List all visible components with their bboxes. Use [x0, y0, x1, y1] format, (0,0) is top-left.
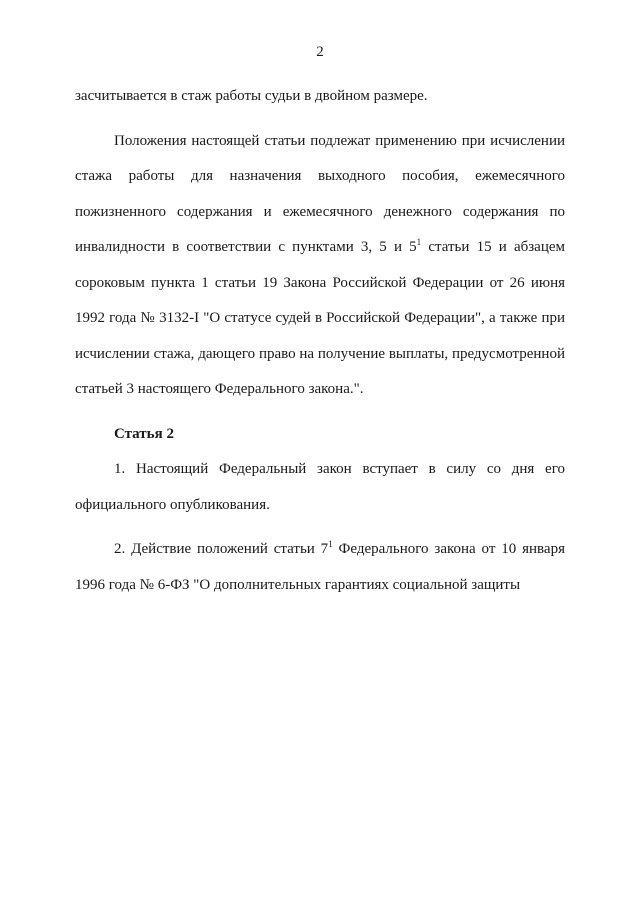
superscript: 1 [328, 539, 333, 549]
paragraph-text: статьи 15 и абзацем сороковым пункта 1 статьи 19 Закона Российской Федерации от 26 июня 1992 года № 3132-I "О статусе судей в Российской Федерации", а также при исчислении стажа, дающего право на получение выплаты, предусмотренной статьей 3 настоящего Федерального закона.". [75, 239, 565, 397]
paragraph-article-provisions [75, 124, 565, 408]
paragraph-text: 2. Действие положений статьи 7 [114, 541, 329, 557]
paragraph-text: Федерального закона от 10 января 1996 года № 6-ФЗ "О дополнительных гарантиях социальной защиты [75, 541, 565, 593]
page-number: 2 [316, 44, 324, 60]
document-body [75, 79, 565, 603]
paragraph-text: Положения настоящей статьи подлежат применению при исчислении стажа работы для назначения выходного пособия, ежемесячного пожизненного содержания и ежемесячного денежного содержания по инвалидности в соответствии с пунктами 3, 5 и 5 [75, 132, 565, 255]
paragraph-action-provisions [75, 532, 565, 603]
article-heading: Статья 2 [114, 425, 174, 442]
paragraph-continuation: засчитывается в стаж работы судьи в двойном размере. [75, 88, 428, 104]
superscript: 1 [416, 237, 422, 247]
paragraph-entry-into-force: 1. Настоящий Федеральный закон вступает в силу со дня его официального опубликования. [75, 461, 565, 513]
